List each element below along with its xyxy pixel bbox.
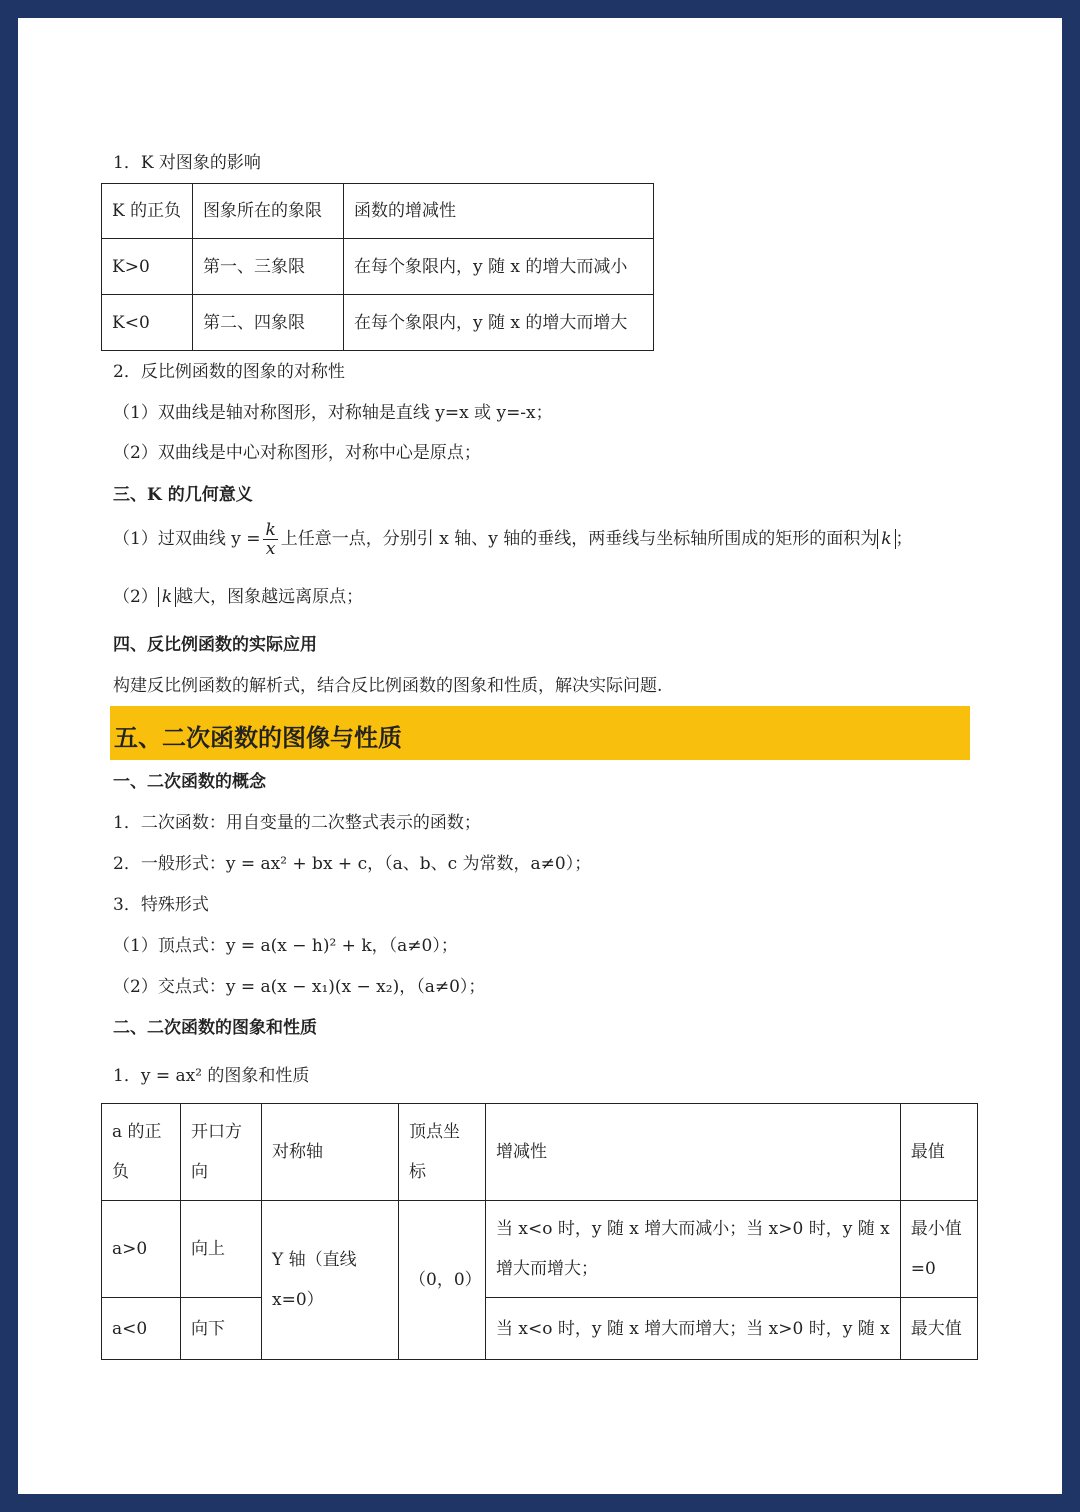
abs-k: k [877, 529, 895, 549]
fraction-denominator: x [265, 539, 276, 559]
k-geometry-item-2 [113, 586, 363, 608]
section-heading-k-geometry: 三、K 的几何意义 [113, 485, 253, 505]
fraction-k-over-x [263, 521, 277, 558]
table-cell: 第一、三象限 [193, 239, 344, 295]
section-heading-quadratic-concept: 一、二次函数的概念 [113, 772, 266, 792]
table-header-cell: 开口方向 [181, 1104, 262, 1201]
table-header-cell: 增减性 [486, 1104, 901, 1201]
table-row [102, 1201, 978, 1298]
section-heading-quadratic-graph: 二、二次函数的图象和性质 [113, 1018, 317, 1038]
application-text: 构建反比例函数的解析式，结合反比例函数的图象和性质，解决实际问题. [113, 676, 663, 696]
quadratic-item-3: 3．特殊形式 [113, 895, 209, 915]
table-cell: 向上 [181, 1201, 262, 1298]
table-row [102, 1298, 978, 1360]
symmetry-item-1: （1）双曲线是轴对称图形，对称轴是直线 y=x 或 y=-x； [113, 403, 553, 423]
table-header-cell: a 的正负 [102, 1104, 181, 1201]
table-cell: 最大值 [900, 1298, 977, 1360]
table-cell: K<0 [102, 295, 193, 351]
table-cell: 在每个象限内，y 随 x 的增大而减小 [344, 239, 654, 295]
table-cell: 第二、四象限 [193, 295, 344, 351]
chapter-banner-title: 五、二次函数的图像与性质 [114, 723, 402, 752]
table-cell: 当 x<o 时，y 随 x 增大而减小；当 x>0 时，y 随 x 增大而增大； [486, 1201, 901, 1298]
quadratic-properties-table [101, 1103, 978, 1360]
table-row [102, 239, 654, 295]
quadratic-item-2: 2．一般形式：y = ax² + bx + c，（a、b、c 为常数，a≠0）； [113, 854, 592, 874]
table-header-cell: 图象所在的象限 [193, 184, 344, 239]
section-heading-application: 四、反比例函数的实际应用 [113, 635, 317, 655]
table-header-cell: K 的正负 [102, 184, 193, 239]
table-header-cell: 顶点坐标 [399, 1104, 486, 1201]
quadratic-item-4: （1）顶点式：y = a(x − h)² + k，（a≠0）； [113, 936, 458, 956]
table-header-cell: 函数的增减性 [344, 184, 654, 239]
table-cell-axis: Y 轴（直线 x=0） [262, 1201, 399, 1360]
table-cell: K>0 [102, 239, 193, 295]
k-geometry-item-1 [113, 520, 913, 558]
quadratic-item-1: 1．二次函数：用自变量的二次整式表示的函数； [113, 813, 481, 833]
table-row [102, 295, 654, 351]
k-geometry-item-2-pre: （2） [113, 587, 158, 607]
section-heading-k-effect: 1．K 对图象的影响 [113, 153, 261, 173]
table-header-cell: 最值 [900, 1104, 977, 1201]
k-geometry-item-2-post: 越大，图象越远离原点； [176, 587, 364, 607]
quadratic-graph-sub: 1．y = ax² 的图象和性质 [113, 1066, 310, 1086]
quadratic-item-5: （2）交点式：y = a(x − x₁)(x − x₂)，（a≠0）； [113, 977, 486, 997]
document-page [18, 18, 1062, 1494]
abs-k: k [158, 587, 176, 607]
fraction-numerator: k [265, 520, 276, 540]
table-cell: 在每个象限内，y 随 x 的增大而增大 [344, 295, 654, 351]
k-geometry-item-1-post: 上任意一点，分别引 x 轴、y 轴的垂线，两垂线与坐标轴所围成的矩形的面积为 [280, 529, 878, 549]
k-effect-table [101, 183, 654, 351]
symmetry-item-2: （2）双曲线是中心对称图形，对称中心是原点； [113, 443, 481, 463]
table-cell-vertex: （0，0） [399, 1201, 486, 1360]
table-cell: a<0 [102, 1298, 181, 1360]
k-geometry-item-1-end: ； [895, 529, 913, 549]
table-cell: 向下 [181, 1298, 262, 1360]
table-cell: 当 x<o 时，y 随 x 增大而增大；当 x>0 时，y 随 x [486, 1298, 901, 1360]
table-header-row [102, 1104, 978, 1201]
table-cell: a>0 [102, 1201, 181, 1298]
table-cell: 最小值 =0 [900, 1201, 977, 1298]
table-header-row [102, 184, 654, 239]
table-header-cell: 对称轴 [262, 1104, 399, 1201]
k-geometry-item-1-pre: （1）过双曲线 y = [113, 529, 261, 549]
section-heading-symmetry: 2．反比例函数的图象的对称性 [113, 362, 345, 382]
chapter-banner [110, 706, 970, 760]
